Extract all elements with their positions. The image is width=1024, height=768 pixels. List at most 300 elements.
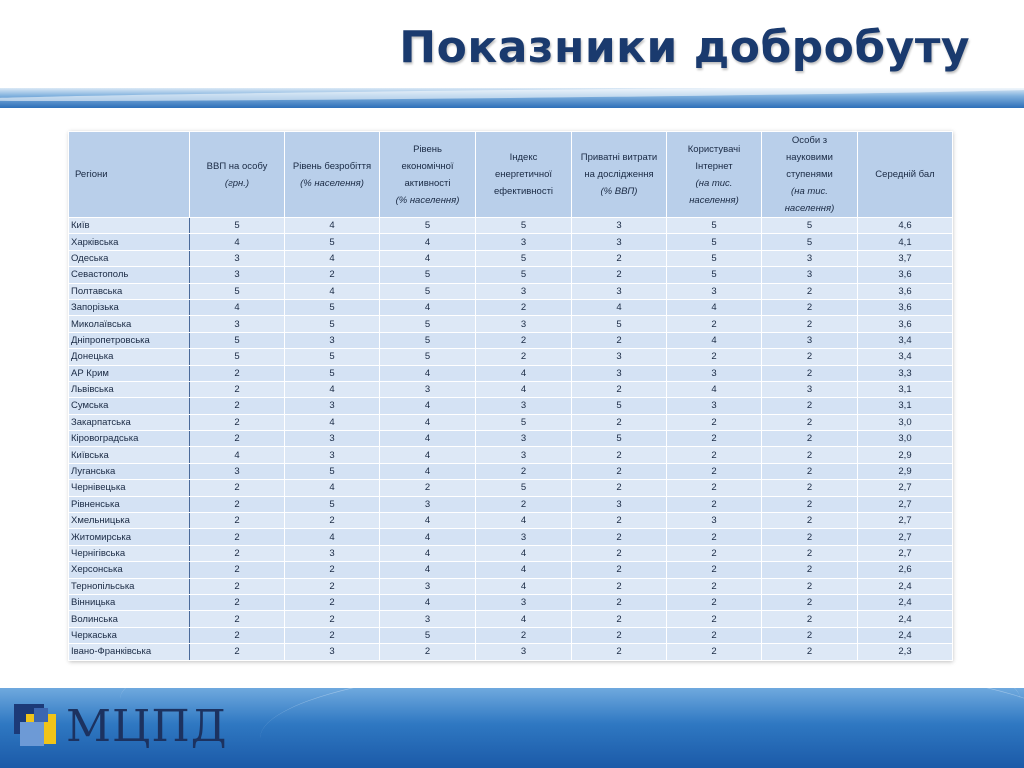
score-cell: 2 (762, 529, 858, 545)
score-cell: 2 (476, 349, 572, 365)
column-header-region (69, 132, 190, 218)
score-cell: 2 (190, 431, 285, 447)
score-cell: 2 (190, 381, 285, 397)
logo (14, 701, 228, 752)
score-cell: 4 (285, 218, 380, 234)
score-cell: 3 (667, 365, 762, 381)
score-cell: 2 (667, 463, 762, 479)
slide-title: Показники добробуту (399, 22, 970, 73)
region-cell: Закарпатська (69, 414, 190, 430)
region-cell: АР Крим (69, 365, 190, 381)
score-cell: 5 (190, 218, 285, 234)
score-cell: 5 (476, 414, 572, 430)
table-row (69, 496, 953, 512)
header-line: активності (404, 177, 451, 189)
welfare-table-container (68, 131, 952, 661)
score-cell: 2 (667, 349, 762, 365)
score-cell: 2 (762, 414, 858, 430)
average-score-cell: 3,7 (858, 250, 953, 266)
table-row (69, 431, 953, 447)
score-cell: 5 (190, 283, 285, 299)
header-unit-line: населення) (784, 203, 835, 214)
header-line: Рівень (413, 143, 442, 155)
region-cell: Запорізька (69, 299, 190, 315)
score-cell: 3 (476, 529, 572, 545)
header-line: економічної (401, 160, 454, 172)
region-cell: Хмельницька (69, 513, 190, 529)
header-line: ефективності (493, 186, 554, 197)
score-cell: 4 (190, 299, 285, 315)
score-cell: 5 (285, 463, 380, 479)
score-cell: 5 (476, 267, 572, 283)
column-header (285, 132, 380, 218)
score-cell: 2 (572, 627, 667, 643)
header-line: ВВП на особу (206, 160, 268, 172)
region-cell: Житомирська (69, 529, 190, 545)
score-cell: 2 (572, 250, 667, 266)
score-cell: 2 (380, 480, 476, 496)
score-cell: 3 (762, 250, 858, 266)
score-cell: 5 (285, 316, 380, 332)
score-cell: 5 (190, 332, 285, 348)
average-score-cell: 3,3 (858, 365, 953, 381)
region-cell: Вінницька (69, 594, 190, 610)
score-cell: 3 (285, 545, 380, 561)
score-cell: 2 (285, 611, 380, 627)
score-cell: 3 (476, 431, 572, 447)
score-cell: 3 (762, 381, 858, 397)
score-cell: 2 (762, 545, 858, 561)
score-cell: 2 (762, 316, 858, 332)
average-score-cell: 4,6 (858, 218, 953, 234)
score-cell: 4 (285, 250, 380, 266)
region-cell: Львівська (69, 381, 190, 397)
table-row (69, 283, 953, 299)
score-cell: 3 (285, 644, 380, 660)
column-header (762, 132, 858, 218)
average-score-cell: 2,4 (858, 611, 953, 627)
score-cell: 2 (572, 644, 667, 660)
score-cell: 2 (572, 381, 667, 397)
score-cell: 4 (285, 480, 380, 496)
header-line: Інтернет (695, 160, 733, 172)
score-cell: 4 (380, 398, 476, 414)
table-row (69, 414, 953, 430)
score-cell: 5 (572, 316, 667, 332)
score-cell: 5 (476, 218, 572, 234)
score-cell: 2 (190, 545, 285, 561)
score-cell: 5 (285, 349, 380, 365)
table-row (69, 365, 953, 381)
score-cell: 2 (285, 594, 380, 610)
score-cell: 2 (190, 644, 285, 660)
score-cell: 2 (190, 611, 285, 627)
score-cell: 2 (285, 578, 380, 594)
region-cell: Донецька (69, 349, 190, 365)
score-cell: 2 (285, 562, 380, 578)
region-cell: Полтавська (69, 283, 190, 299)
score-cell: 3 (476, 283, 572, 299)
score-cell: 4 (380, 594, 476, 610)
score-cell: 5 (380, 316, 476, 332)
average-score-cell: 2,9 (858, 463, 953, 479)
score-cell: 2 (572, 545, 667, 561)
score-cell: 3 (572, 349, 667, 365)
average-score-cell: 2,4 (858, 578, 953, 594)
score-cell: 5 (667, 250, 762, 266)
score-cell: 3 (667, 513, 762, 529)
header-line: Користувачі (687, 143, 741, 155)
region-cell: Київ (69, 218, 190, 234)
score-cell: 5 (285, 365, 380, 381)
score-cell: 4 (476, 578, 572, 594)
score-cell: 2 (572, 463, 667, 479)
average-score-cell: 3,0 (858, 431, 953, 447)
table-row (69, 299, 953, 315)
score-cell: 2 (572, 562, 667, 578)
score-cell: 2 (762, 398, 858, 414)
score-cell: 3 (476, 234, 572, 250)
average-score-cell: 3,6 (858, 267, 953, 283)
table-row (69, 627, 953, 643)
score-cell: 4 (380, 513, 476, 529)
table-row (69, 218, 953, 234)
region-cell: Рівненська (69, 496, 190, 512)
region-cell: Чернігівська (69, 545, 190, 561)
score-cell: 2 (190, 365, 285, 381)
welfare-indicators-table (68, 131, 953, 661)
score-cell: 2 (762, 562, 858, 578)
score-cell: 5 (667, 218, 762, 234)
score-cell: 2 (476, 463, 572, 479)
header-line: науковими (786, 152, 833, 163)
average-score-cell: 3,6 (858, 283, 953, 299)
score-cell: 5 (285, 496, 380, 512)
score-cell: 2 (667, 414, 762, 430)
region-cell: Черкаська (69, 627, 190, 643)
score-cell: 4 (380, 562, 476, 578)
score-cell: 3 (380, 611, 476, 627)
score-cell: 2 (667, 447, 762, 463)
score-cell: 2 (190, 513, 285, 529)
score-cell: 4 (380, 545, 476, 561)
score-cell: 2 (762, 431, 858, 447)
average-score-cell: 2,6 (858, 562, 953, 578)
score-cell: 4 (285, 381, 380, 397)
average-score-cell: 2,9 (858, 447, 953, 463)
score-cell: 4 (667, 381, 762, 397)
score-cell: 2 (190, 562, 285, 578)
average-score-cell: 3,1 (858, 381, 953, 397)
score-cell: 2 (476, 496, 572, 512)
logo-text: МЦПД (66, 701, 228, 752)
region-cell: Кіровоградська (69, 431, 190, 447)
score-cell: 5 (380, 267, 476, 283)
header-unit-line: (% ВВП) (600, 186, 638, 197)
score-cell: 4 (380, 447, 476, 463)
average-score-cell: 2,7 (858, 545, 953, 561)
score-cell: 3 (285, 332, 380, 348)
table-row (69, 562, 953, 578)
score-cell: 3 (762, 267, 858, 283)
table-header-row (69, 132, 953, 218)
score-cell: 2 (762, 578, 858, 594)
table-row (69, 332, 953, 348)
score-cell: 3 (380, 381, 476, 397)
score-cell: 4 (476, 611, 572, 627)
score-cell: 4 (572, 299, 667, 315)
score-cell: 2 (667, 644, 762, 660)
score-cell: 3 (190, 250, 285, 266)
score-cell: 5 (380, 349, 476, 365)
score-cell: 2 (667, 562, 762, 578)
table-row (69, 513, 953, 529)
score-cell: 2 (762, 594, 858, 610)
average-score-cell: 2,7 (858, 529, 953, 545)
region-cell: Волинська (69, 611, 190, 627)
score-cell: 4 (476, 365, 572, 381)
table-row (69, 398, 953, 414)
table-row (69, 447, 953, 463)
score-cell: 2 (762, 365, 858, 381)
region-cell: Херсонська (69, 562, 190, 578)
score-cell: 2 (190, 627, 285, 643)
score-cell: 2 (190, 480, 285, 496)
score-cell: 4 (285, 414, 380, 430)
score-cell: 3 (285, 398, 380, 414)
region-cell: Дніпропетровська (69, 332, 190, 348)
region-cell: Луганська (69, 463, 190, 479)
top-decorative-band (0, 88, 1024, 108)
header-unit-line: (на тис. (791, 186, 828, 197)
column-header (190, 132, 285, 218)
score-cell: 2 (572, 594, 667, 610)
score-cell: 3 (476, 316, 572, 332)
score-cell: 2 (572, 267, 667, 283)
table-row (69, 250, 953, 266)
score-cell: 2 (190, 594, 285, 610)
header-unit-line: населення) (689, 194, 739, 206)
score-cell: 2 (380, 644, 476, 660)
score-cell: 5 (667, 267, 762, 283)
score-cell: 5 (762, 234, 858, 250)
region-cell: Чернівецька (69, 480, 190, 496)
score-cell: 2 (572, 611, 667, 627)
table-row (69, 644, 953, 660)
average-score-cell: 3,4 (858, 332, 953, 348)
score-cell: 4 (380, 299, 476, 315)
header-line: Середній бал (875, 169, 935, 180)
score-cell: 3 (190, 267, 285, 283)
table-row (69, 316, 953, 332)
score-cell: 5 (285, 299, 380, 315)
table-row (69, 463, 953, 479)
table-row (69, 578, 953, 594)
score-cell: 4 (380, 414, 476, 430)
score-cell: 4 (190, 447, 285, 463)
score-cell: 5 (190, 349, 285, 365)
score-cell: 2 (476, 627, 572, 643)
region-cell: Сумська (69, 398, 190, 414)
header-line: Регіони (75, 169, 108, 180)
score-cell: 2 (762, 627, 858, 643)
score-cell: 5 (667, 234, 762, 250)
header-unit-line: (% населення) (300, 177, 364, 189)
logo-mark-icon (14, 704, 60, 750)
score-cell: 5 (380, 627, 476, 643)
header-line: Приватні витрати (580, 152, 658, 163)
score-cell: 2 (667, 594, 762, 610)
region-cell: Київська (69, 447, 190, 463)
score-cell: 5 (572, 398, 667, 414)
score-cell: 4 (380, 431, 476, 447)
average-score-cell: 2,4 (858, 627, 953, 643)
average-score-cell: 3,6 (858, 299, 953, 315)
header-line: Особи з (791, 135, 828, 146)
score-cell: 3 (190, 463, 285, 479)
score-cell: 4 (476, 562, 572, 578)
score-cell: 2 (190, 414, 285, 430)
score-cell: 2 (667, 529, 762, 545)
score-cell: 4 (476, 381, 572, 397)
score-cell: 2 (190, 398, 285, 414)
header-line: Рівень безробіття (292, 160, 372, 172)
region-cell: Севастополь (69, 267, 190, 283)
score-cell: 4 (476, 513, 572, 529)
average-score-cell: 2,7 (858, 513, 953, 529)
score-cell: 2 (572, 414, 667, 430)
header-unit-line: (на тис. (695, 177, 733, 189)
table-row (69, 480, 953, 496)
score-cell: 2 (476, 299, 572, 315)
score-cell: 2 (190, 496, 285, 512)
score-cell: 3 (667, 398, 762, 414)
score-cell: 3 (762, 332, 858, 348)
score-cell: 2 (762, 349, 858, 365)
score-cell: 2 (762, 644, 858, 660)
score-cell: 2 (285, 267, 380, 283)
score-cell: 2 (667, 578, 762, 594)
score-cell: 2 (667, 316, 762, 332)
region-cell: Харківська (69, 234, 190, 250)
score-cell: 3 (380, 578, 476, 594)
score-cell: 3 (190, 316, 285, 332)
score-cell: 2 (762, 513, 858, 529)
average-score-cell: 3,4 (858, 349, 953, 365)
score-cell: 2 (762, 611, 858, 627)
average-score-cell: 2,4 (858, 594, 953, 610)
score-cell: 2 (762, 496, 858, 512)
score-cell: 2 (476, 332, 572, 348)
score-cell: 2 (667, 496, 762, 512)
table-row (69, 349, 953, 365)
table-row (69, 611, 953, 627)
table-row (69, 594, 953, 610)
score-cell: 4 (667, 299, 762, 315)
score-cell: 3 (667, 283, 762, 299)
score-cell: 4 (667, 332, 762, 348)
score-cell: 5 (572, 431, 667, 447)
score-cell: 4 (285, 283, 380, 299)
region-cell: Одеська (69, 250, 190, 266)
score-cell: 3 (476, 594, 572, 610)
score-cell: 2 (667, 611, 762, 627)
region-cell: Івано-Франківська (69, 644, 190, 660)
header-line: енергетичної (494, 169, 553, 180)
column-header (858, 132, 953, 218)
average-score-cell: 3,6 (858, 316, 953, 332)
score-cell: 4 (190, 234, 285, 250)
score-cell: 2 (667, 431, 762, 447)
score-cell: 2 (190, 529, 285, 545)
score-cell: 2 (762, 283, 858, 299)
table-row (69, 529, 953, 545)
header-unit-line: (% населення) (395, 194, 460, 206)
score-cell: 5 (476, 480, 572, 496)
score-cell: 5 (380, 283, 476, 299)
score-cell: 2 (572, 513, 667, 529)
average-score-cell: 2,7 (858, 496, 953, 512)
score-cell: 4 (380, 250, 476, 266)
table-row (69, 545, 953, 561)
score-cell: 5 (285, 234, 380, 250)
score-cell: 2 (762, 299, 858, 315)
score-cell: 2 (762, 447, 858, 463)
column-header (380, 132, 476, 218)
header-line: на дослідження (584, 169, 654, 180)
score-cell: 2 (572, 480, 667, 496)
score-cell: 4 (380, 234, 476, 250)
score-cell: 2 (572, 332, 667, 348)
score-cell: 4 (380, 463, 476, 479)
score-cell: 3 (476, 447, 572, 463)
score-cell: 3 (572, 496, 667, 512)
score-cell: 2 (285, 513, 380, 529)
score-cell: 3 (476, 398, 572, 414)
score-cell: 5 (762, 218, 858, 234)
column-header (476, 132, 572, 218)
average-score-cell: 2,7 (858, 480, 953, 496)
score-cell: 2 (572, 447, 667, 463)
table-body (69, 218, 953, 661)
score-cell: 2 (572, 529, 667, 545)
score-cell: 3 (476, 644, 572, 660)
score-cell: 3 (572, 283, 667, 299)
column-header (572, 132, 667, 218)
score-cell: 4 (380, 365, 476, 381)
header-unit-line: (грн.) (224, 177, 250, 189)
score-cell: 2 (190, 578, 285, 594)
score-cell: 5 (380, 332, 476, 348)
score-cell: 3 (572, 218, 667, 234)
score-cell: 3 (285, 431, 380, 447)
column-header (667, 132, 762, 218)
average-score-cell: 3,1 (858, 398, 953, 414)
score-cell: 3 (380, 496, 476, 512)
table-row (69, 267, 953, 283)
table-row (69, 381, 953, 397)
score-cell: 3 (285, 447, 380, 463)
score-cell: 4 (380, 529, 476, 545)
score-cell: 2 (285, 627, 380, 643)
average-score-cell: 3,0 (858, 414, 953, 430)
score-cell: 4 (476, 545, 572, 561)
score-cell: 5 (380, 218, 476, 234)
score-cell: 2 (572, 578, 667, 594)
score-cell: 2 (667, 627, 762, 643)
region-cell: Тернопільська (69, 578, 190, 594)
average-score-cell: 4,1 (858, 234, 953, 250)
